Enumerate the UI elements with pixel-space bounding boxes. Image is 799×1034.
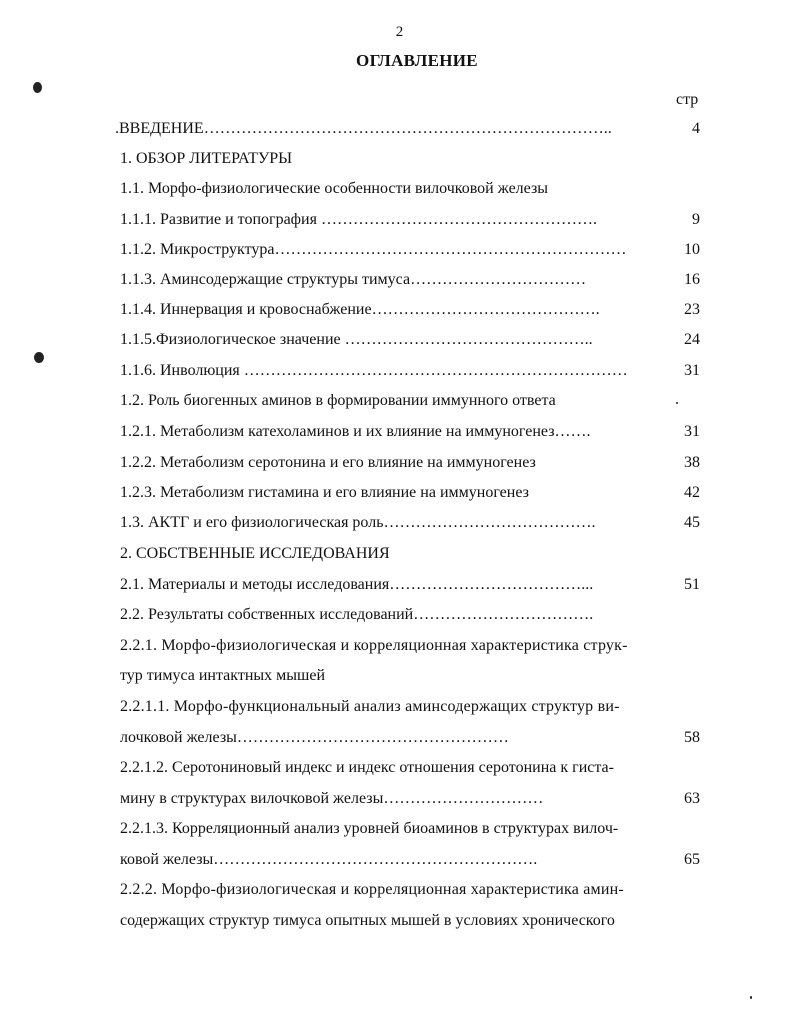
toc-entry: [0, 269, 799, 291]
scan-speck-icon: [750, 996, 752, 999]
toc-entry: [0, 757, 799, 779]
page-column-label: стр: [676, 91, 699, 108]
toc-entry-text: 1.1.2. Микроструктура…………………………………………………………: [120, 241, 627, 258]
toc-entry-page: 4: [692, 120, 700, 137]
toc-entry-page: 10: [684, 241, 700, 258]
toc-entry: [0, 390, 799, 412]
toc-entry: [0, 696, 799, 718]
toc-entry: [0, 818, 799, 840]
toc-entry-page: 31: [684, 362, 700, 379]
toc-entry: [0, 452, 799, 474]
toc-entry-text: 1.1.3. Аминсодержащие структуры тимуса……………………………: [120, 271, 587, 288]
toc-entry-text: 2.2.1.3. Корреляционный анализ уровней биоаминов в структурах вилоч-: [120, 820, 619, 837]
toc-entry: [0, 635, 799, 657]
toc-entry-text: ковой железы…………………………………………………….: [120, 851, 538, 868]
page-number: 2: [395, 24, 404, 40]
toc-entry-page: 31: [684, 423, 700, 440]
toc-entry: [0, 178, 799, 200]
toc-entry-text: 1.1. Морфо-физиологические особенности вилочковой железы: [120, 180, 549, 197]
toc-entry-page: 9: [692, 211, 700, 228]
toc-entry: [0, 118, 799, 140]
toc-entry: [0, 482, 799, 504]
toc-entry-text: .ВВЕДЕНИЕ…………………………………………………………………..: [115, 120, 612, 137]
toc-entry-text: 1.1.1. Развитие и топография …………………………………………….: [120, 211, 597, 228]
toc-entry: [0, 239, 799, 261]
toc-entry-text: 1.2.3. Метаболизм гистамина и его влияние на иммуногенез: [120, 484, 529, 501]
scan-speck-icon: [33, 82, 42, 93]
toc-entry-text: 2. СОБСТВЕННЫЕ ИССЛЕДОВАНИЯ: [120, 545, 390, 562]
toc-entry: [0, 574, 799, 596]
toc-entry-text: лочковой железы……………………………………………: [120, 729, 509, 746]
toc-entry-text: тур тимуса интактных мышей: [120, 667, 325, 684]
toc-entry-page: 23: [684, 301, 700, 318]
toc-entry-text: 1.3. АКТГ и его физиологическая роль………………………………….: [120, 514, 596, 531]
toc-entry: [0, 299, 799, 321]
toc-entry: [0, 329, 799, 351]
toc-entry-page: 63: [684, 790, 700, 807]
toc-entry-text: 2.2.1.2. Серотониновый индекс и индекс отношения серотонина к гиста-: [120, 759, 614, 776]
toc-entry-text: 1.2.2. Метаболизм серотонина и его влияние на иммуногенез: [120, 454, 536, 471]
toc-entry: [0, 879, 799, 901]
toc-entry: [0, 665, 799, 687]
toc-entry: [0, 849, 799, 871]
toc-entry: [0, 512, 799, 534]
toc-entry: [0, 788, 799, 810]
toc-entry: [0, 604, 799, 626]
toc-entry-text: 2.1. Материалы и методы исследования………………………………...: [120, 576, 594, 593]
toc-entry-text: содержащих структур тимуса опытных мышей в условиях хронического: [120, 912, 615, 929]
toc-entry: [0, 543, 799, 565]
toc-entry-text: 1.1.6. Инволюция ………………………………………………………………: [120, 362, 628, 379]
toc-entry: [0, 727, 799, 749]
toc-entry-text: 2.2.2. Морфо-физиологическая и корреляционная характеристика амин-: [120, 881, 624, 898]
toc-entry-text: 1.1.4. Иннервация и кровоснабжение…………………………………….: [120, 301, 600, 318]
page-title: ОГЛАВЛЕНИЕ: [356, 51, 478, 70]
toc-entry-page: 51: [684, 576, 700, 593]
toc-entry: [0, 360, 799, 382]
scan-speck-icon: [676, 402, 678, 404]
toc-entry-page: 42: [684, 484, 700, 501]
toc-entry: [0, 421, 799, 443]
toc-entry-text: 1.2. Роль биогенных аминов в формировании иммунного ответа: [120, 392, 556, 409]
toc-entry-page: 58: [684, 729, 700, 746]
toc-entry-page: 38: [684, 454, 700, 471]
toc-entry-text: 2.2. Результаты собственных исследований…………………………….: [120, 606, 594, 623]
toc-entry-text: 2.2.1. Морфо-физиологическая и корреляционная характеристика струк-: [120, 637, 628, 654]
toc-entry: [0, 209, 799, 231]
toc-entry-page: 65: [684, 851, 700, 868]
toc-entry: [0, 148, 799, 170]
toc-entry-page: 16: [684, 271, 700, 288]
toc-entry-text: 1.1.5.Физиологическое значение ………………………………………..: [120, 331, 593, 348]
toc-entry-page: 45: [684, 514, 700, 531]
toc-entry-text: 1. ОБЗОР ЛИТЕРАТУРЫ: [120, 150, 293, 167]
toc-entry-text: 1.2.1. Метаболизм катехоламинов и их влияние на иммуногенез…….: [120, 423, 591, 440]
scan-speck-icon: [34, 352, 44, 363]
toc-entry-page: 24: [684, 331, 700, 348]
toc-entry-text: 2.2.1.1. Морфо-функциональный анализ аминсодержащих структур ви-: [120, 698, 620, 715]
toc-entry: [0, 910, 799, 932]
toc-entry-text: мину в структурах вилочковой железы…………………………: [120, 790, 544, 807]
